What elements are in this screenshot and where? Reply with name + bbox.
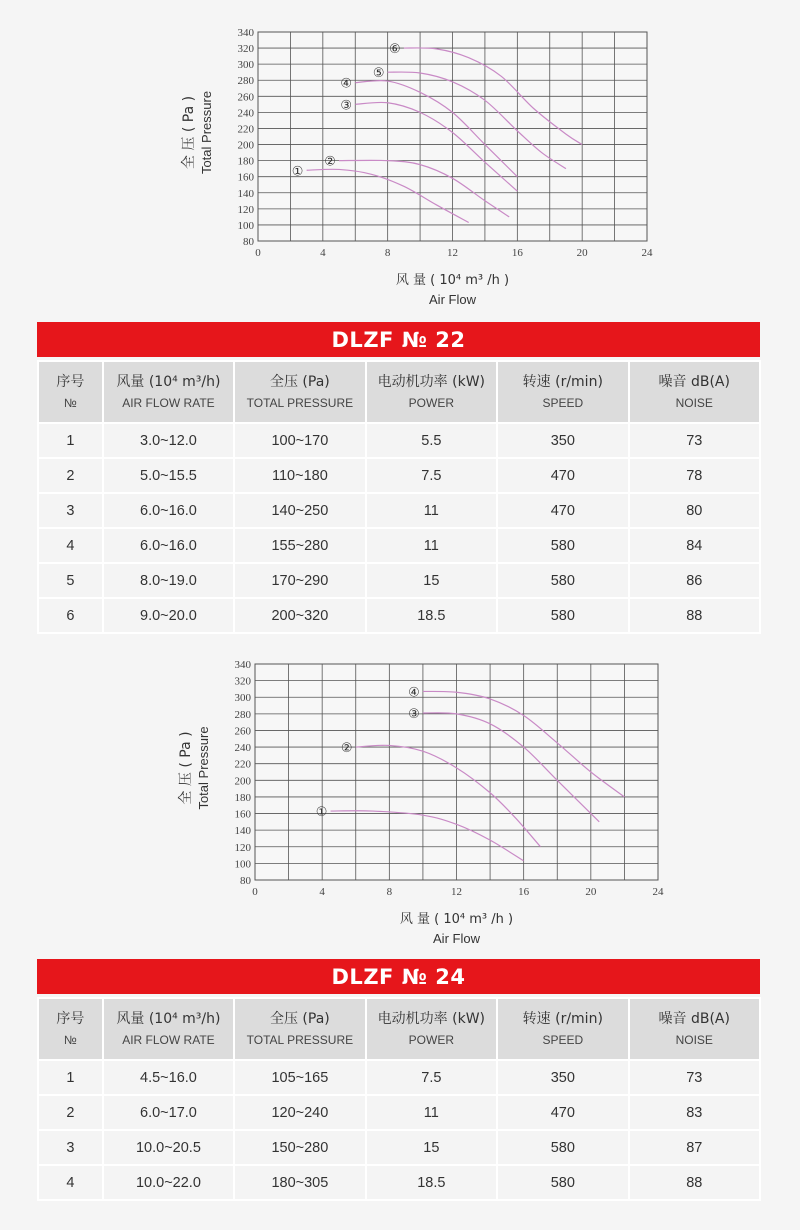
x-tick-label: 24: [652, 886, 664, 898]
fan-curve-chart-24: [0, 640, 800, 960]
y-tick-label: 160: [237, 171, 254, 184]
cell-speed: 580: [498, 529, 627, 562]
y-tick-label: 200: [234, 775, 251, 788]
cell-speed: 350: [498, 1061, 627, 1094]
cell-power: 11: [367, 1096, 496, 1129]
y-tick-label: 260: [237, 91, 254, 104]
model-banner-22: [37, 322, 760, 357]
y-axis-title-group: [178, 726, 211, 809]
y-axis-title-en: Total Pressure: [196, 726, 211, 810]
x-tick-label: 8: [384, 247, 391, 259]
cell-power: 11: [367, 529, 496, 562]
chart-svg: [0, 0, 800, 320]
cell-air-flow: 3.0~12.0: [104, 424, 233, 457]
header-power: 电动机功率 (kW) POWER: [367, 999, 496, 1059]
cell-no: 2: [39, 1096, 102, 1129]
x-tick-label: 20: [576, 247, 588, 259]
x-tick-label: 16: [511, 247, 523, 259]
y-tick-label: 260: [234, 725, 251, 738]
header-speed: 转速 (r/min) SPEED: [498, 999, 627, 1059]
cell-speed: 580: [498, 1131, 627, 1164]
cell-pressure: 150~280: [235, 1131, 364, 1164]
spec-table-24: [37, 997, 761, 1201]
cell-speed: 580: [498, 1166, 627, 1199]
cell-no: 4: [39, 529, 102, 562]
curve-label: ①: [291, 164, 304, 180]
x-tick-label: 4: [320, 247, 326, 259]
x-tick-label: 20: [585, 886, 597, 898]
cell-pressure: 170~290: [235, 564, 364, 597]
cell-power: 15: [367, 1131, 496, 1164]
table-row: [39, 1096, 759, 1129]
cell-pressure: 105~165: [235, 1061, 364, 1094]
table-row: [39, 529, 759, 562]
header-total-pressure: 全压 (Pa) TOTAL PRESSURE: [235, 362, 364, 422]
x-tick-label: 16: [518, 886, 530, 898]
cell-speed: 470: [498, 1096, 627, 1129]
x-tick-label: 12: [451, 886, 462, 898]
cell-pressure: 120~240: [235, 1096, 364, 1129]
curve-label: ⑤: [372, 66, 385, 82]
cell-no: 1: [39, 1061, 102, 1094]
y-tick-label: 160: [234, 808, 251, 821]
y-tick-label: 80: [240, 875, 251, 887]
cell-pressure: 180~305: [235, 1166, 364, 1199]
cell-noise: 73: [630, 424, 759, 457]
cell-no: 3: [39, 494, 102, 527]
cell-speed: 470: [498, 494, 627, 527]
cell-air-flow: 10.0~20.5: [104, 1131, 233, 1164]
table-row: [39, 1166, 759, 1199]
y-tick-label: 100: [237, 219, 254, 232]
curve-label: ④: [340, 76, 353, 92]
y-tick-label: 300: [234, 692, 251, 705]
curve-label: ④: [408, 685, 420, 701]
cell-no: 2: [39, 459, 102, 492]
model-title: DLZF № 22: [331, 327, 466, 352]
cell-noise: 88: [630, 1166, 759, 1199]
header-no: 序号 №: [39, 999, 102, 1059]
y-tick-label: 320: [237, 43, 254, 56]
cell-noise: 88: [630, 599, 759, 632]
cell-noise: 86: [630, 564, 759, 597]
cell-air-flow: 4.5~16.0: [104, 1061, 233, 1094]
header-noise: 噪音 dB(A) NOISE: [630, 362, 759, 422]
cell-air-flow: 10.0~22.0: [104, 1166, 233, 1199]
x-tick-label: 24: [641, 247, 653, 259]
cell-air-flow: 5.0~15.5: [104, 459, 233, 492]
cell-noise: 87: [630, 1131, 759, 1164]
table-row: [39, 494, 759, 527]
table-row: [39, 599, 759, 632]
cell-speed: 580: [498, 564, 627, 597]
y-tick-label: 140: [237, 187, 254, 200]
y-tick-label: 300: [237, 59, 254, 72]
y-tick-label: 280: [234, 708, 251, 721]
y-tick-label: 240: [234, 742, 251, 755]
cell-pressure: 110~180: [235, 459, 364, 492]
header-air-flow: 风量 (10⁴ m³/h) AIR FLOW RATE: [104, 362, 233, 422]
cell-power: 11: [367, 494, 496, 527]
x-tick-label: 8: [386, 886, 393, 898]
cell-air-flow: 9.0~20.0: [104, 599, 233, 632]
cell-noise: 83: [630, 1096, 759, 1129]
y-tick-label: 200: [237, 139, 254, 152]
y-tick-label: 100: [234, 858, 251, 871]
y-tick-label: 120: [237, 203, 254, 216]
y-tick-label: 340: [234, 659, 251, 671]
x-axis-title-en: Air Flow: [433, 931, 480, 946]
x-axis-title-en: Air Flow: [429, 292, 476, 307]
x-axis-title: 风 量 ( 10⁴ m³ /h ): [395, 273, 510, 288]
cell-no: 5: [39, 564, 102, 597]
cell-noise: 80: [630, 494, 759, 527]
x-tick-label: 0: [255, 247, 261, 259]
y-tick-label: 340: [237, 27, 254, 39]
cell-speed: 350: [498, 424, 627, 457]
cell-noise: 84: [630, 529, 759, 562]
table-header-row: [39, 999, 759, 1059]
x-axis-title: 风 量 ( 10⁴ m³ /h ): [399, 912, 514, 927]
table-row: [39, 459, 759, 492]
table-row: [39, 1061, 759, 1094]
table-row: [39, 424, 759, 457]
curve-label: ③: [340, 98, 353, 114]
cell-pressure: 140~250: [235, 494, 364, 527]
x-tick-label: 0: [252, 886, 258, 898]
cell-no: 1: [39, 424, 102, 457]
cell-noise: 73: [630, 1061, 759, 1094]
model-banner-24: [37, 959, 760, 994]
y-tick-label: 280: [237, 75, 254, 88]
curve-label: ⑥: [389, 42, 401, 58]
header-air-flow: 风量 (10⁴ m³/h) AIR FLOW RATE: [104, 999, 233, 1059]
y-axis-title-group: [181, 91, 214, 174]
y-axis-title: 全 压 ( Pa ): [178, 731, 194, 805]
cell-pressure: 200~320: [235, 599, 364, 632]
table-row: [39, 1131, 759, 1164]
header-no: 序号 №: [39, 362, 102, 422]
chart-svg: [0, 640, 800, 960]
header-total-pressure: 全压 (Pa) TOTAL PRESSURE: [235, 999, 364, 1059]
y-tick-label: 140: [234, 825, 251, 838]
cell-air-flow: 6.0~17.0: [104, 1096, 233, 1129]
curve-label: ③: [408, 707, 420, 723]
cell-speed: 470: [498, 459, 627, 492]
y-axis-title-en: Total Pressure: [199, 90, 214, 175]
y-tick-label: 180: [234, 791, 251, 804]
model-title: DLZF № 24: [331, 964, 466, 989]
x-tick-label: 12: [447, 247, 458, 259]
header-power: 电动机功率 (kW) POWER: [367, 362, 496, 422]
table-header-row: [39, 362, 759, 422]
y-axis-title: 全 压 ( Pa ): [181, 95, 197, 170]
cell-power: 15: [367, 564, 496, 597]
cell-air-flow: 6.0~16.0: [104, 494, 233, 527]
y-tick-label: 320: [234, 675, 251, 688]
cell-power: 5.5: [367, 424, 496, 457]
curve-label: ②: [324, 154, 336, 170]
cell-no: 6: [39, 599, 102, 632]
cell-pressure: 100~170: [235, 424, 364, 457]
y-tick-label: 80: [243, 236, 254, 248]
y-tick-label: 220: [237, 123, 254, 136]
cell-no: 4: [39, 1166, 102, 1199]
cell-no: 3: [39, 1131, 102, 1164]
cell-pressure: 155~280: [235, 529, 364, 562]
curve-label: ①: [315, 805, 328, 821]
cell-noise: 78: [630, 459, 759, 492]
header-noise: 噪音 dB(A) NOISE: [630, 999, 759, 1059]
y-tick-label: 120: [234, 841, 251, 854]
cell-air-flow: 8.0~19.0: [104, 564, 233, 597]
y-tick-label: 180: [237, 155, 254, 168]
table-row: [39, 564, 759, 597]
y-tick-label: 240: [237, 107, 254, 120]
spec-table-22: [37, 360, 761, 634]
cell-air-flow: 6.0~16.0: [104, 529, 233, 562]
cell-speed: 580: [498, 599, 627, 632]
y-tick-label: 220: [234, 758, 251, 771]
cell-power: 7.5: [367, 459, 496, 492]
header-speed: 转速 (r/min) SPEED: [498, 362, 627, 422]
curve-label: ②: [340, 741, 353, 757]
fan-curve-chart-22: [0, 0, 800, 320]
cell-power: 18.5: [367, 599, 496, 632]
cell-power: 7.5: [367, 1061, 496, 1094]
x-tick-label: 4: [319, 886, 325, 898]
cell-power: 18.5: [367, 1166, 496, 1199]
